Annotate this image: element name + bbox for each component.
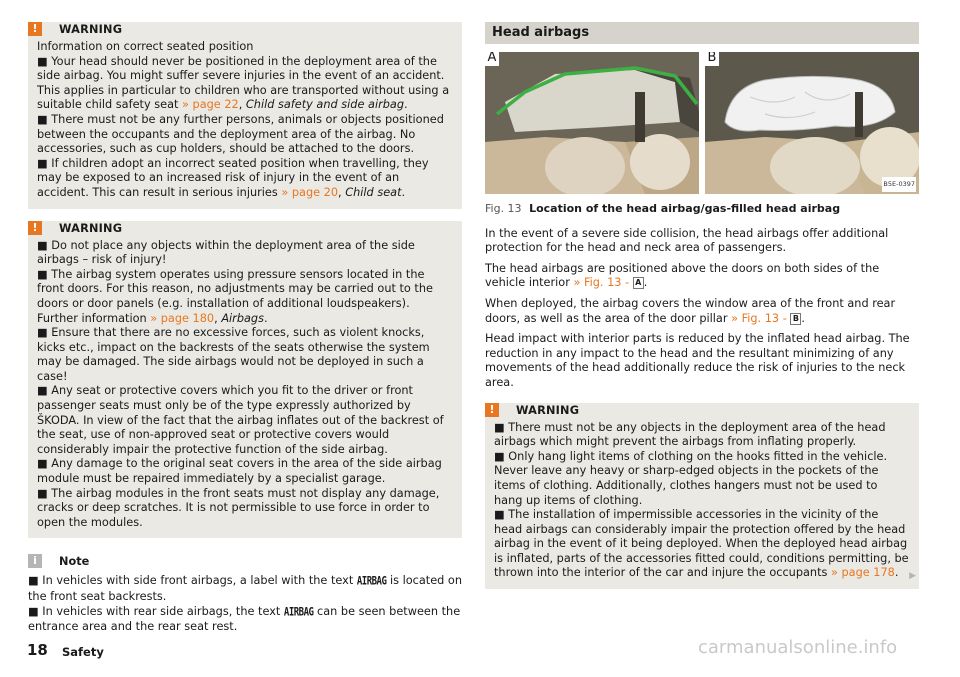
figure-link[interactable]: » Fig. 13 [573, 276, 622, 290]
note-box [28, 554, 462, 634]
warning-bullet: ■ There must not be any objects in the deployment area of the head airbags which might prevent the airbags from inflating properly. [494, 420, 886, 449]
warning-bullet: ■ Ensure that there are no excessive forces, such as violent knocks, kicks etc., impact on the backrests of the seats otherwise the system may be damaged. The side airbags would not be deployed in such a case! [37, 326, 430, 383]
paragraph: Head impact with interior parts is reduced by the inflated head airbag. The reduction in any impact to the head and the resultant minimizing of any movements of the head additionally reduce the risk of injuries to the neck area. [485, 332, 910, 389]
warning-bullet: ■ If children adopt an incorrect seated position when travelling, they may be exposed to an increased risk of injury in the event of an accident. This can result in serious injuries » page 20, Child seat. [37, 156, 429, 199]
note-bullet: ■ In vehicles with rear side airbags, the text AIRBAG can be seen between the entrance area and the rear seat rest. [28, 604, 461, 634]
page-link[interactable]: » page 178 [831, 566, 895, 580]
page-link[interactable]: » page 20 [281, 185, 339, 199]
right-column [485, 22, 919, 601]
warning-title: WARNING [516, 403, 580, 417]
figure-letter-a-badge: A [633, 277, 644, 289]
figure-panel-a [485, 52, 699, 194]
warning-icon: ! [28, 221, 42, 235]
airbag-label-badge: AIRBAG [283, 606, 314, 619]
warning-bullet: ■ The airbag modules in the front seats must not display any damage, cracks or deep scratches. It is not permissible to use force in order to open the modules. [37, 486, 440, 529]
continue-arrow-icon: ▶ [909, 571, 916, 582]
page-link[interactable]: » page 180 [150, 311, 215, 325]
warning-icon: ! [28, 22, 42, 36]
figure-letter-b-badge: B [790, 313, 801, 325]
note-bullet: ■ In vehicles with side front airbags, a label with the text AIRBAG is located on the front seat backrests. [28, 574, 462, 603]
warning-bullet: ■ Any damage to the original seat covers in the area of the side airbag module must be repaired immediately by a specialist garage. [37, 457, 442, 486]
figure-caption [485, 202, 919, 217]
figure-13 [485, 52, 919, 194]
figure-label-a: A [485, 52, 499, 66]
airbag-label-badge: AIRBAG [356, 576, 387, 589]
warning-box-seated-position [28, 22, 462, 209]
figure-caption-text: Location of the head airbag/gas-filled head airbag [529, 202, 841, 215]
warning-icon: ! [485, 403, 499, 417]
figure-panel-b [705, 52, 919, 194]
section-title: Head airbags [485, 22, 919, 44]
car-interior-inflated-head-airbag [705, 52, 919, 194]
warning-title: WARNING [59, 23, 123, 36]
note-title: Note [59, 555, 90, 569]
warning-bullet: ■ Your head should never be positioned in the deployment area of the side airbag. You might suffer severe injuries in the event of an accident. This applies in particular to children who are transported without using a suitable child safety seat » page 22, Child safety and side airbag. [37, 54, 450, 112]
page-link[interactable]: » page 22 [182, 98, 239, 112]
watermark: carmanualsonline.info [698, 637, 898, 658]
note-icon: i [28, 554, 42, 568]
warning-box-head-airbags [485, 403, 919, 590]
figure-code: B5E-0397 [882, 177, 916, 192]
left-column [28, 22, 462, 635]
warning-bullet: ■ The installation of impermissible accessories in the vicinity of the head airbags can considerably impair the protection offered by the head airbag in the event of it being deployed. When the deployed head airbag is inflated, parts of the accessories fitted could, conditions permitting, be thrown into the interior of the car and injure the occupants » page 178. [494, 508, 909, 580]
warning-intro: Information on correct seated position [37, 40, 254, 53]
paragraph: In the event of a severe side collision, the head airbags offer additional protection for the head and neck area of passengers. [485, 226, 889, 255]
car-interior-head-airbag-location [485, 52, 699, 194]
footer-section: Safety [62, 645, 104, 659]
warning-title: WARNING [59, 221, 123, 235]
paragraph: The head airbags are positioned above the doors on both sides of the vehicle interior » Fig. 13 - A . [485, 261, 880, 290]
warning-bullet: ■ Do not place any objects within the deployment area of the side airbags – risk of injury! [37, 238, 415, 267]
warning-bullet: ■ The airbag system operates using pressure sensors located in the front doors. For this reason, no adjustments may be carried out to the doors or door panels (e.g. installation of additional loudspeakers). Further information » page 180, Airbags. [37, 267, 433, 325]
warning-bullet: ■ There must not be any further persons, animals or objects positioned between the occupants and the deployment area of the airbag. No accessories, such as cup holders, should be attached to the doors. [37, 112, 444, 156]
figure-label-b: B [705, 52, 719, 66]
warning-bullet: ■ Any seat or protective covers which you fit to the driver or front passenger seats must only be of the type expressly authorized by ŠKODA. In view of the fact that the airbag inflates out of the backrest of the seat, use of non-approved seat or protective covers would considerably impair the protective function of the side airbag. [37, 384, 444, 456]
warning-bullet: ■ Only hang light items of clothing on the hooks fitted in the vehicle. Never leave any heavy or sharp-edged objects in the pockets of the items of clothing. Additionally, clothes hangers must not be used to hang up items of clothing. [494, 449, 888, 507]
page-number: 18 [27, 641, 48, 659]
warning-box-side-airbags [28, 221, 462, 539]
figure-link[interactable]: » Fig. 13 [731, 311, 780, 325]
figure-caption-label: Fig. 13 [485, 202, 522, 215]
paragraph: When deployed, the airbag covers the window area of the front and rear doors, as well as the area of the door pillar » Fig. 13 - B . [485, 296, 896, 325]
